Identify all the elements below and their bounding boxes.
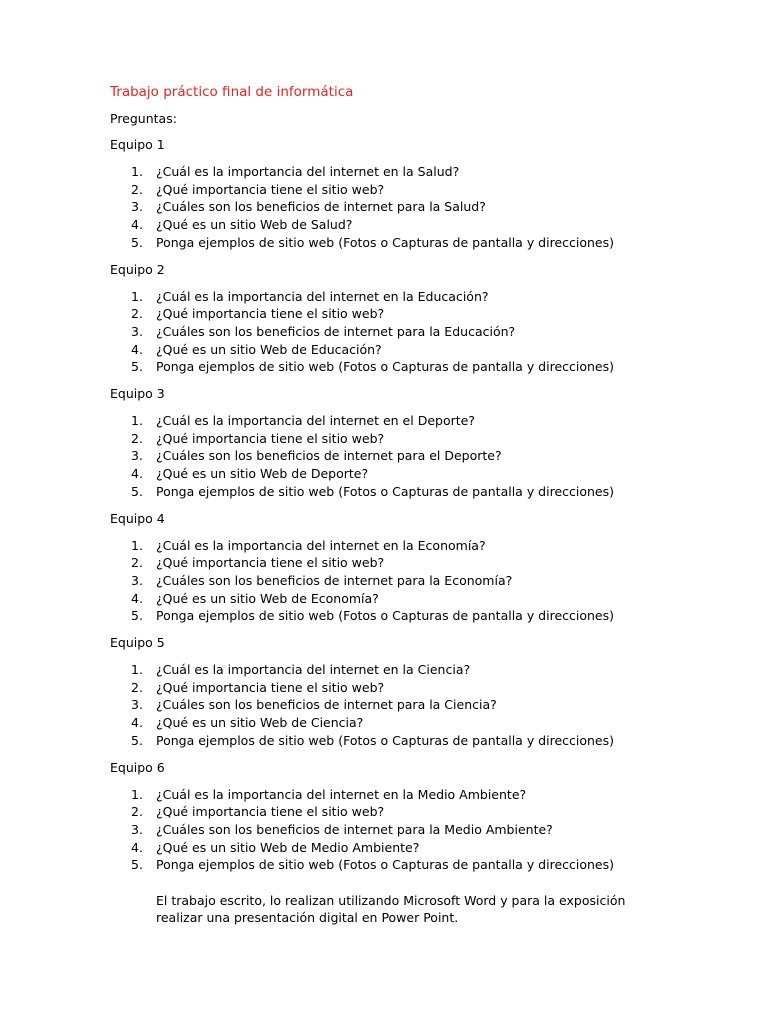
question-number: 1. <box>131 662 143 678</box>
intro-label: Preguntas: <box>110 111 177 126</box>
question-text: ¿Cuáles son los beneficios de internet para el Deporte? <box>156 448 502 464</box>
question-text: Ponga ejemplos de sitio web (Fotos o Capturas de pantalla y direcciones) <box>156 483 615 499</box>
question-item <box>110 341 670 359</box>
question-text: ¿Cuál es la importancia del internet en el Deporte? <box>156 413 475 429</box>
question-item <box>110 465 670 483</box>
question-number: 3. <box>131 821 143 837</box>
question-number: 1. <box>131 288 143 304</box>
question-number: 1. <box>131 164 143 179</box>
team-section <box>110 136 670 252</box>
question-number: 1. <box>131 786 143 802</box>
question-item <box>110 163 670 181</box>
question-item <box>110 803 670 821</box>
question-text: Ponga ejemplos de sitio web (Fotos o Capturas de pantalla y direcciones) <box>156 234 615 250</box>
question-number: 4. <box>131 715 143 731</box>
question-text: ¿Cuáles son los beneficios de internet para la Salud? <box>156 199 486 215</box>
question-text: ¿Cuál es la importancia del internet en la Economía? <box>156 537 486 553</box>
question-item <box>110 483 670 501</box>
question-text: ¿Qué es un sitio Web de Medio Ambiente? <box>156 839 420 855</box>
question-item <box>110 305 670 323</box>
question-item <box>110 554 670 572</box>
team-heading: Equipo 6 <box>110 759 165 775</box>
question-text: Ponga ejemplos de sitio web (Fotos o Capturas de pantalla y direcciones) <box>156 608 615 624</box>
question-list <box>110 786 670 875</box>
question-item <box>110 696 670 714</box>
question-item <box>110 430 670 448</box>
question-number: 4. <box>131 839 143 855</box>
question-text: ¿Qué importancia tiene el sitio web? <box>156 804 385 820</box>
question-text: ¿Cuáles son los beneficios de internet para la Medio Ambiente? <box>156 821 553 837</box>
question-text: ¿Cuál es la importancia del internet en la Medio Ambiente? <box>156 786 527 802</box>
question-number: 3. <box>131 448 143 464</box>
question-number: 4. <box>131 590 143 606</box>
question-text: ¿Qué importancia tiene el sitio web? <box>156 306 385 322</box>
question-number: 1. <box>131 537 143 553</box>
question-number: 3. <box>131 572 143 588</box>
question-item <box>110 661 670 679</box>
question-item <box>110 839 670 857</box>
question-number: 2. <box>131 181 143 197</box>
question-text: ¿Qué es un sitio Web de Educación? <box>156 341 382 357</box>
team-heading: Equipo 4 <box>110 510 165 526</box>
question-item <box>110 323 670 341</box>
question-text: ¿Qué importancia tiene el sitio web? <box>156 679 385 695</box>
question-number: 5. <box>131 234 143 250</box>
question-list <box>110 412 670 501</box>
question-number: 4. <box>131 341 143 357</box>
question-text: ¿Qué es un sitio Web de Ciencia? <box>156 715 364 731</box>
team-heading: Equipo 5 <box>110 635 165 651</box>
question-text: ¿Cuál es la importancia del internet en la Ciencia? <box>156 662 471 678</box>
question-number: 4. <box>131 466 143 482</box>
question-number: 1. <box>131 413 143 429</box>
question-list <box>110 661 670 750</box>
question-text: ¿Cuál es la importancia del internet en la Educación? <box>156 288 489 304</box>
question-number: 5. <box>131 608 143 624</box>
document-body <box>110 83 670 926</box>
question-number: 5. <box>131 483 143 499</box>
question-number: 2. <box>131 555 143 571</box>
question-item <box>110 714 670 732</box>
question-item <box>110 856 670 874</box>
question-list <box>110 288 670 377</box>
question-item <box>110 181 670 199</box>
question-text: ¿Qué importancia tiene el sitio web? <box>156 430 385 446</box>
closing-note: El trabajo escrito, lo realizan utilizando Microsoft Word y para la exposición realizar una presentación digital en Power Point. <box>156 893 626 926</box>
question-item <box>110 412 670 430</box>
team-section <box>110 510 670 626</box>
question-item <box>110 679 670 697</box>
team-heading: Equipo 3 <box>110 386 165 402</box>
question-text: ¿Qué es un sitio Web de Salud? <box>156 217 353 233</box>
team-section <box>110 261 670 377</box>
question-number: 3. <box>131 697 143 713</box>
question-number: 2. <box>131 306 143 322</box>
question-number: 3. <box>131 199 143 215</box>
question-item <box>110 216 670 234</box>
question-item <box>110 607 670 625</box>
document-title: Trabajo práctico final de informática <box>110 84 354 100</box>
question-text: ¿Cuáles son los beneficios de internet para la Ciencia? <box>156 697 497 713</box>
question-list <box>110 537 670 626</box>
team-section <box>110 634 670 750</box>
question-text: Ponga ejemplos de sitio web (Fotos o Capturas de pantalla y direcciones) <box>156 732 615 748</box>
question-number: 5. <box>131 732 143 748</box>
question-text: Ponga ejemplos de sitio web (Fotos o Capturas de pantalla y direcciones) <box>156 359 615 375</box>
question-text: ¿Cuáles son los beneficios de internet para la Economía? <box>156 572 513 588</box>
question-item <box>110 447 670 465</box>
question-text: ¿Qué importancia tiene el sitio web? <box>156 555 385 571</box>
question-text: ¿Cuál es la importancia del internet en la Salud? <box>156 164 460 179</box>
question-number: 2. <box>131 430 143 446</box>
question-text: ¿Qué es un sitio Web de Deporte? <box>156 466 369 482</box>
question-item <box>110 732 670 750</box>
team-section <box>110 385 670 501</box>
question-number: 3. <box>131 323 143 339</box>
question-item <box>110 786 670 804</box>
question-item <box>110 288 670 306</box>
question-number: 2. <box>131 804 143 820</box>
question-text: ¿Cuáles son los beneficios de internet para la Educación? <box>156 323 516 339</box>
question-item <box>110 590 670 608</box>
question-item <box>110 572 670 590</box>
question-item <box>110 821 670 839</box>
question-number: 5. <box>131 359 143 375</box>
question-text: ¿Qué importancia tiene el sitio web? <box>156 181 385 197</box>
team-heading: Equipo 1 <box>110 137 165 152</box>
question-list <box>110 163 670 252</box>
question-text: Ponga ejemplos de sitio web (Fotos o Capturas de pantalla y direcciones) <box>156 857 615 873</box>
question-number: 4. <box>131 217 143 233</box>
question-number: 5. <box>131 857 143 873</box>
team-section <box>110 759 670 875</box>
question-text: ¿Qué es un sitio Web de Economía? <box>156 590 379 606</box>
question-number: 2. <box>131 679 143 695</box>
team-heading: Equipo 2 <box>110 261 165 277</box>
question-item <box>110 537 670 555</box>
question-item <box>110 198 670 216</box>
question-item <box>110 234 670 252</box>
question-item <box>110 358 670 376</box>
